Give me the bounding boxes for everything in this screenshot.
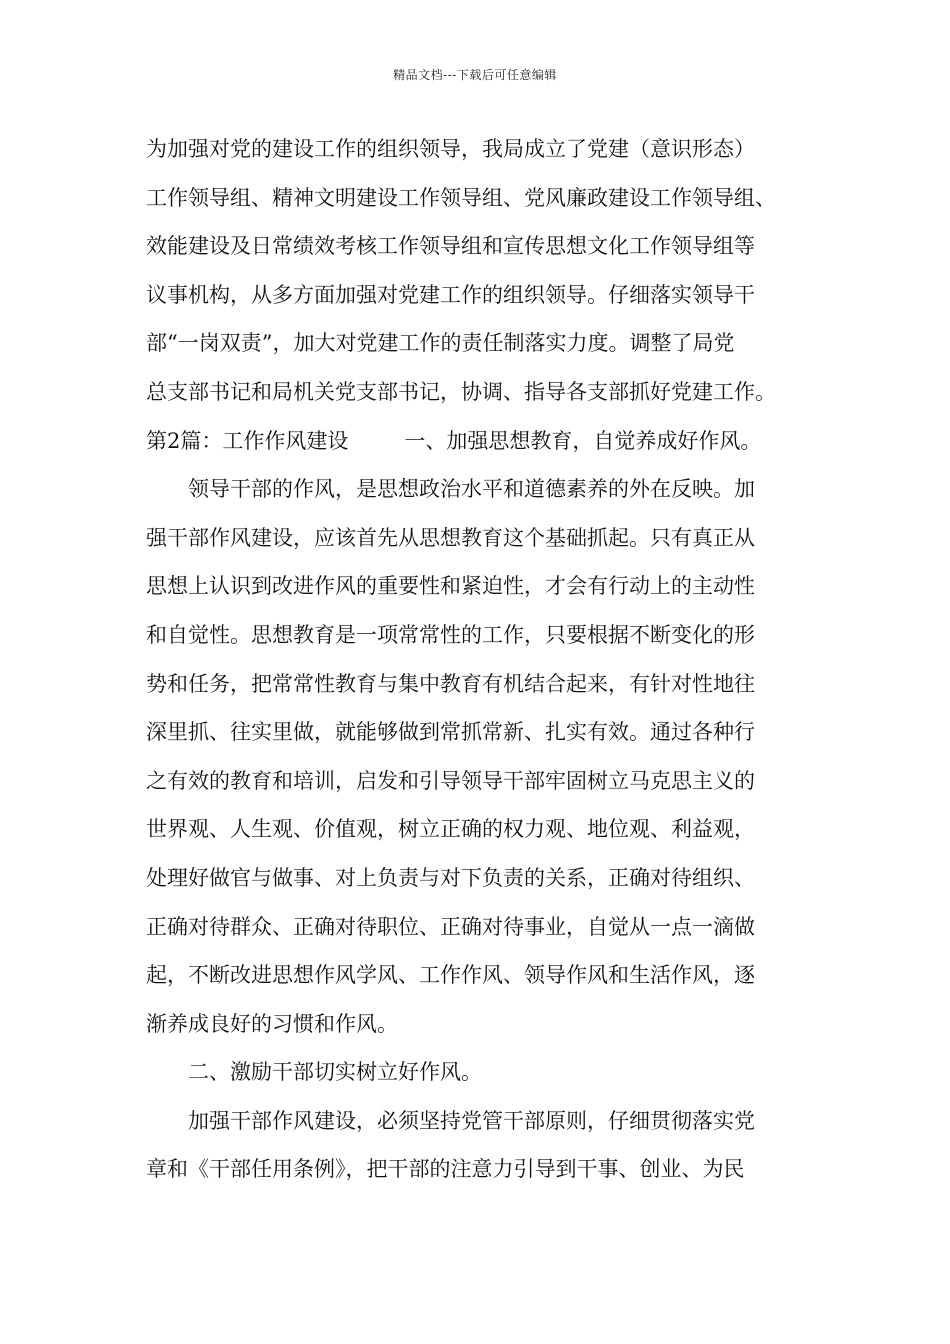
- body-line: 议事机构，从多方面加强对党建工作的组织领导。仔细落实领导干: [146, 282, 755, 307]
- paragraph-line: 领导干部的作风，是思想政治水平和道德素养的外在反映。加: [188, 477, 755, 502]
- paragraph-line: 世界观、人生观、价值观，树立正确的权力观、地位观、利益观，: [146, 817, 755, 842]
- section-title: 第2篇：工作作风建设: [146, 428, 349, 453]
- paragraph-line: 加强干部作风建设，必须坚持党管干部原则，仔细贯彻落实党: [188, 1108, 755, 1133]
- section-heading: [146, 417, 826, 466]
- paragraph-line: 章和《干部任用条例》，把干部的注意力引导到干事、创业、为民: [146, 1157, 745, 1182]
- page-header: 精品文档---下载后可任意编辑: [393, 68, 557, 82]
- body-line: 工作领导组、精神文明建设工作领导组、党风廉政建设工作领导组、: [146, 185, 776, 210]
- body-line: 效能建设及日常绩效考核工作领导组和宣传思想文化工作领导组等: [146, 234, 755, 259]
- paragraph-line: 强干部作风建设，应该首先从思想教育这个基础抓起。只有真正从: [146, 525, 755, 550]
- paragraph-line: 势和任务，把常常性教育与集中教育有机结合起来，有针对性地往: [146, 671, 755, 696]
- body-line: 总支部书记和局机关党支部书记，协调、指导各支部抓好党建工作。: [146, 379, 776, 404]
- paragraph-line: 渐养成良好的习惯和作风。: [146, 1011, 398, 1036]
- paragraph-line: 和自觉性。思想教育是一项常常性的工作，只要根据不断变化的形: [146, 622, 755, 647]
- body-line: 部“一岗双责”，加大对党建工作的责任制落实力度。调整了局党: [146, 331, 735, 356]
- paragraph-line: 正确对待群众、正确对待职位、正确对待事业，自觉从一点一滴做: [146, 914, 755, 939]
- document-body: [146, 125, 826, 1194]
- paragraph-line: 之有效的教育和培训，启发和引导领导干部牢固树立马克思主义的: [146, 768, 755, 793]
- paragraph-line: 思想上认识到改进作风的重要性和紧迫性，才会有行动上的主动性: [146, 574, 755, 599]
- subsection-heading: 二、激励干部切实树立好作风。: [188, 1060, 482, 1085]
- paragraph-line: 深里抓、往实里做，就能够做到常抓常新、扎实有效。通过各种行: [146, 720, 755, 745]
- body-line: 为加强对党的建设工作的组织领导，我局成立了党建（意识形态）: [146, 137, 755, 161]
- paragraph-line: 起，不断改进思想作风学风、工作作风、领导作风和生活作风，逐: [146, 963, 755, 988]
- paragraph-line: 处理好做官与做事、对上负责与对下负责的关系，正确对待组织、: [146, 865, 755, 890]
- section-subtitle: 一、加强思想教育，自觉养成好作风。: [404, 428, 762, 453]
